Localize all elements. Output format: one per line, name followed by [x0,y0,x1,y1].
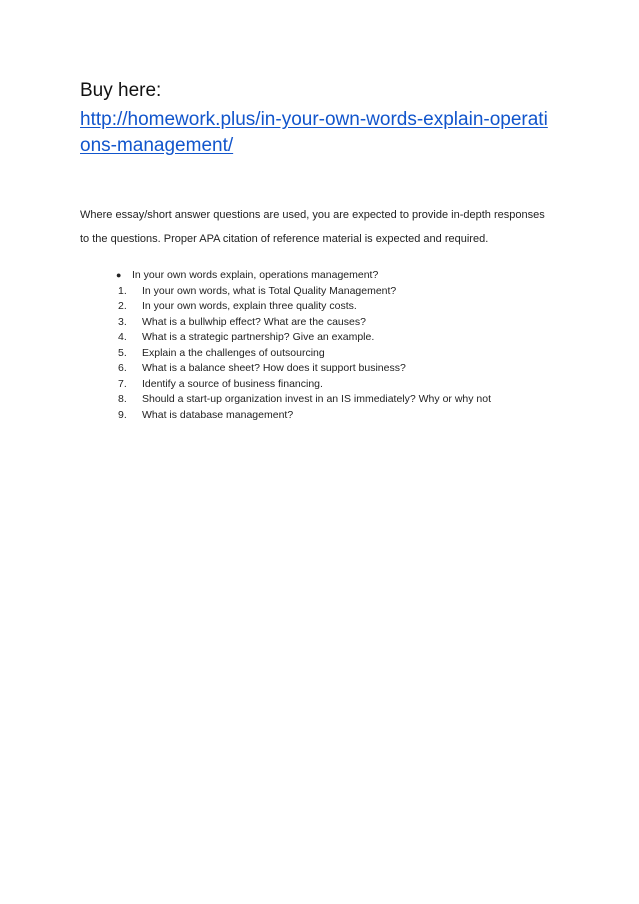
item-text: In your own words, what is Total Quality Management? [142,284,397,297]
item-text: In your own words, explain three quality costs. [142,300,357,312]
item-text: What is database management? [142,408,294,421]
intro-paragraph [80,203,570,251]
bullet-icon: ● [116,270,122,280]
bullet-text: In your own words explain, operations management? [132,269,379,281]
item-number: 4. [118,331,127,343]
buy-heading: Buy here: [80,80,162,101]
list-item [116,268,378,284]
list-item [118,361,491,377]
item-text: What is a strategic partnership? Give an example. [142,331,375,343]
item-number: 7. [118,377,127,390]
item-number: 8. [118,393,127,405]
intro-line-1: Where essay/short answer questions are used, you are expected to provide in-depth responses [80,209,545,221]
list-item [118,377,491,393]
item-number: 9. [118,408,127,421]
item-number: 6. [118,362,127,374]
buy-link-line-2: ons-management/ [80,135,234,156]
question-list [118,284,491,424]
list-item [118,299,491,315]
item-number: 5. [118,346,127,359]
list-item [118,315,491,331]
item-text: Explain a the challenges of outsourcing [142,346,325,359]
buy-link[interactable] [80,107,560,159]
item-text: Should a start-up organization invest in an IS immediately? Why or why not [142,393,492,405]
list-item [118,330,491,346]
item-number: 3. [118,315,127,328]
item-number: 2. [118,300,127,312]
item-text: What is a bullwhip effect? What are the causes? [142,315,366,328]
intro-line-2: to the questions. Proper APA citation of reference material is expected and required. [80,233,489,245]
list-item [118,408,491,424]
bullet-list [116,268,378,284]
list-item [118,392,491,408]
list-item [118,346,491,362]
item-number: 1. [118,284,127,297]
item-text: What is a balance sheet? How does it support business? [142,362,406,374]
list-item [118,284,491,300]
item-text: Identify a source of business financing. [142,377,323,390]
buy-link-line-1: http://homework.plus/in-your-own-words-explain-operati [80,109,548,130]
